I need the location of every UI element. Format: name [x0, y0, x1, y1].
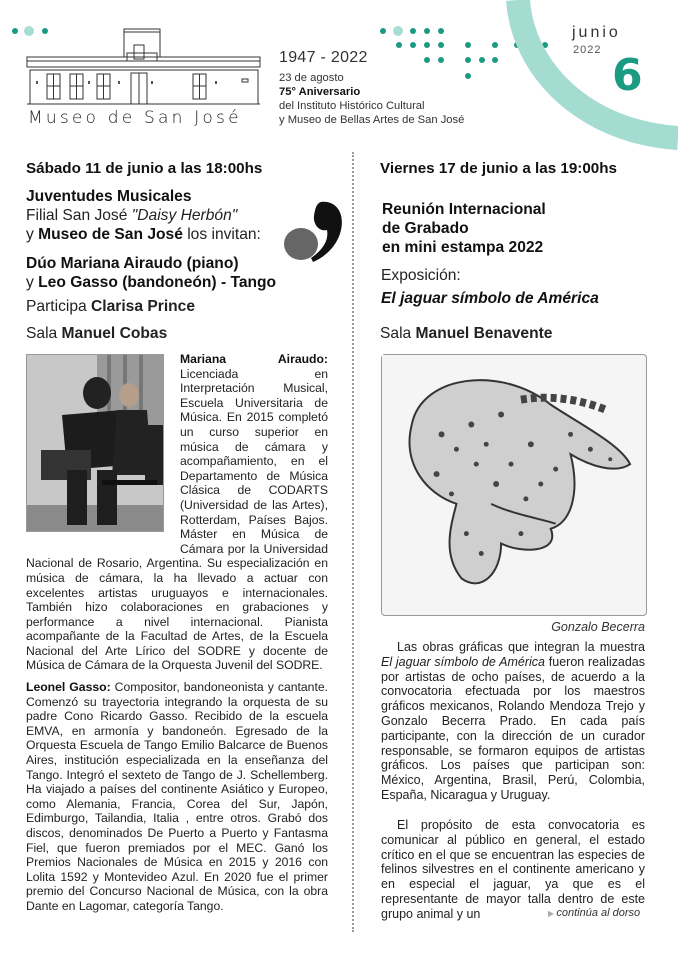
bio-mariana	[26, 352, 328, 673]
duo-line-2	[26, 274, 276, 292]
issue-number: 6	[612, 50, 643, 101]
para1-italic: El jaguar símbolo de América	[381, 654, 546, 669]
reunion-line-2: de Grabado	[382, 220, 469, 237]
filial-line	[26, 207, 237, 225]
expo-title: El jaguar símbolo de América	[381, 290, 599, 307]
museum-logo-title: Museo de San José	[28, 108, 242, 128]
bio-mariana-text: Licenciada en Interpretación Musical, Escuela Universitaria de Música. En 2015 completó un curso superior en música de cámara y acompañamiento, en el Departamento de Música Clásica de CODARTS (Universidad de las Artes), Rotterdam, Países Bajos. Máster en Música de Cámara por la Universidad Nacional de Rosario, Argentina. Su especialización en música de cámara, la ha llevado a actuar con excelentes artistas uruguayos e internacionales. También hizo colaboraciones en grabaciones y performance a nivel internacional. Pianista acompañante de la Facultad de Artes, de la Escuela Nacional del Arte Lírico del SODRE y docente de Música de Cámara de la Orquesta Juvenil del SODRE.	[26, 366, 328, 673]
invite-line	[26, 226, 261, 244]
bio-leonel	[26, 680, 328, 914]
sala-label: Sala	[380, 325, 416, 342]
bio-leonel-name: Leonel Gasso:	[26, 680, 111, 694]
filial-name: "Daisy Herbón"	[131, 207, 238, 224]
org-title: Juventudes Musicales	[26, 188, 192, 205]
anniversary-years: 1947 - 2022	[279, 49, 368, 66]
participa-name: Clarisa Prince	[91, 298, 196, 315]
comma-note-icon	[283, 198, 345, 264]
bio-mariana-name: Mariana Airaudo:	[180, 352, 328, 366]
sala-label: Sala	[26, 325, 62, 342]
para1-prefix: Las obras gráficas que integran la muestra	[397, 640, 645, 654]
expo-label: Exposición:	[381, 267, 461, 284]
duo-name: Leo Gasso (bandoneón) - Tango	[38, 274, 277, 291]
issue-year: 2022	[573, 44, 602, 56]
duo-line-1: Dúo Mariana Airaudo (piano)	[26, 255, 239, 272]
photo-wrap-spacer	[26, 352, 180, 546]
decor-arc	[505, 0, 678, 150]
continue-note	[548, 907, 640, 919]
image-caption: Gonzalo Becerra	[551, 620, 645, 634]
invite-suffix: los invitan:	[182, 226, 261, 243]
exhibit-paragraph-1	[381, 640, 645, 803]
right-event-date: Viernes 17 de junio a las 19:00hs	[380, 160, 617, 177]
right-sala	[380, 325, 552, 343]
left-sala	[26, 325, 167, 343]
anniversary-label: 75° Aniversario	[279, 86, 361, 98]
sala-name: Manuel Cobas	[61, 325, 168, 342]
triangle-right-icon: ▶	[548, 909, 557, 918]
filial-prefix: Filial San José	[26, 207, 132, 224]
reunion-line-3: en mini estampa 2022	[382, 239, 544, 256]
left-event-date: Sábado 11 de junio a las 18:00hs	[26, 160, 263, 177]
anniversary-date: 23 de agosto	[279, 72, 344, 84]
issue-month: junio	[572, 24, 621, 41]
institute-line-1: del Instituto Histórico Cultural	[279, 100, 425, 112]
jaguar-drawing	[381, 354, 647, 616]
museum-building-icon	[24, 26, 264, 108]
sala-name: Manuel Benavente	[415, 325, 553, 342]
participa-label: Participa	[26, 298, 92, 315]
duo-prefix: y	[26, 274, 39, 291]
decor-dot-icon	[12, 28, 18, 34]
invite-prefix: y	[26, 226, 39, 243]
bio-leonel-text: Compositor, bandoneonista y cantante. Comenzó su trayectoria integrando la orquesta de su padre Cono Ricardo Gasso. Recibido de la escuela EMVA, en armonía y bandoneón. Egresado de la Orquesta Escuela de Tango Emilio Balcarce de Buenos Aires, institución especializada en la enseñanza del Tango. Integró el sexteto de Tango de J. Schellemberg. Ha viajado a países del continente Asiático y Europeo, como Alemania, Francia, Corea del Sur, Japón, Edimburgo, Tailandia, Italia , entre otros. Grabó dos discos, denominados De Puerto a Puerto y Fantasma Fiel, que fueron premiados por el MEC. Ganó los Premios Nacionales de Música en 2015 y 2016 con Lolita 1592 y Montevideo Azul. En 2020 fue el primer premio del Concurso Nacional de Música, con la obra Dante en Lagomar, categoría Tango.	[26, 680, 329, 913]
continue-label: continúa al dorso	[556, 907, 641, 919]
para1-text: fueron realizadas por artistas de ocho países, de acuerdo a la convocatoria efectuada por los maestros gráficos mexicanos, Rolando Mendoza Trejo y Gonzalo Becerra Prado. En cada país participante, con la dirección de un curador responsable, se formaron equipos de artistas gráficos. Los países que participan son: México, Argentina, Brasil, Perú, Colombia, España, Nicaragua y Uruguay.	[381, 654, 645, 802]
exhibit-paragraph-2: El propósito de esta convocatoria es comunicar al público en general, el estado crítico en el que se encuentran las especies de felinos silvestres en el continente americano y en especial el jaguar, ya que es el representante de mayor talla dentro de este grupo animal y un	[381, 818, 645, 921]
reunion-line-1: Reunión Internacional	[382, 201, 546, 218]
participa-line	[26, 298, 195, 316]
institute-line-2: y Museo de Bellas Artes de San José	[279, 114, 465, 126]
column-divider	[352, 152, 354, 932]
invite-museum: Museo de San José	[38, 226, 183, 243]
